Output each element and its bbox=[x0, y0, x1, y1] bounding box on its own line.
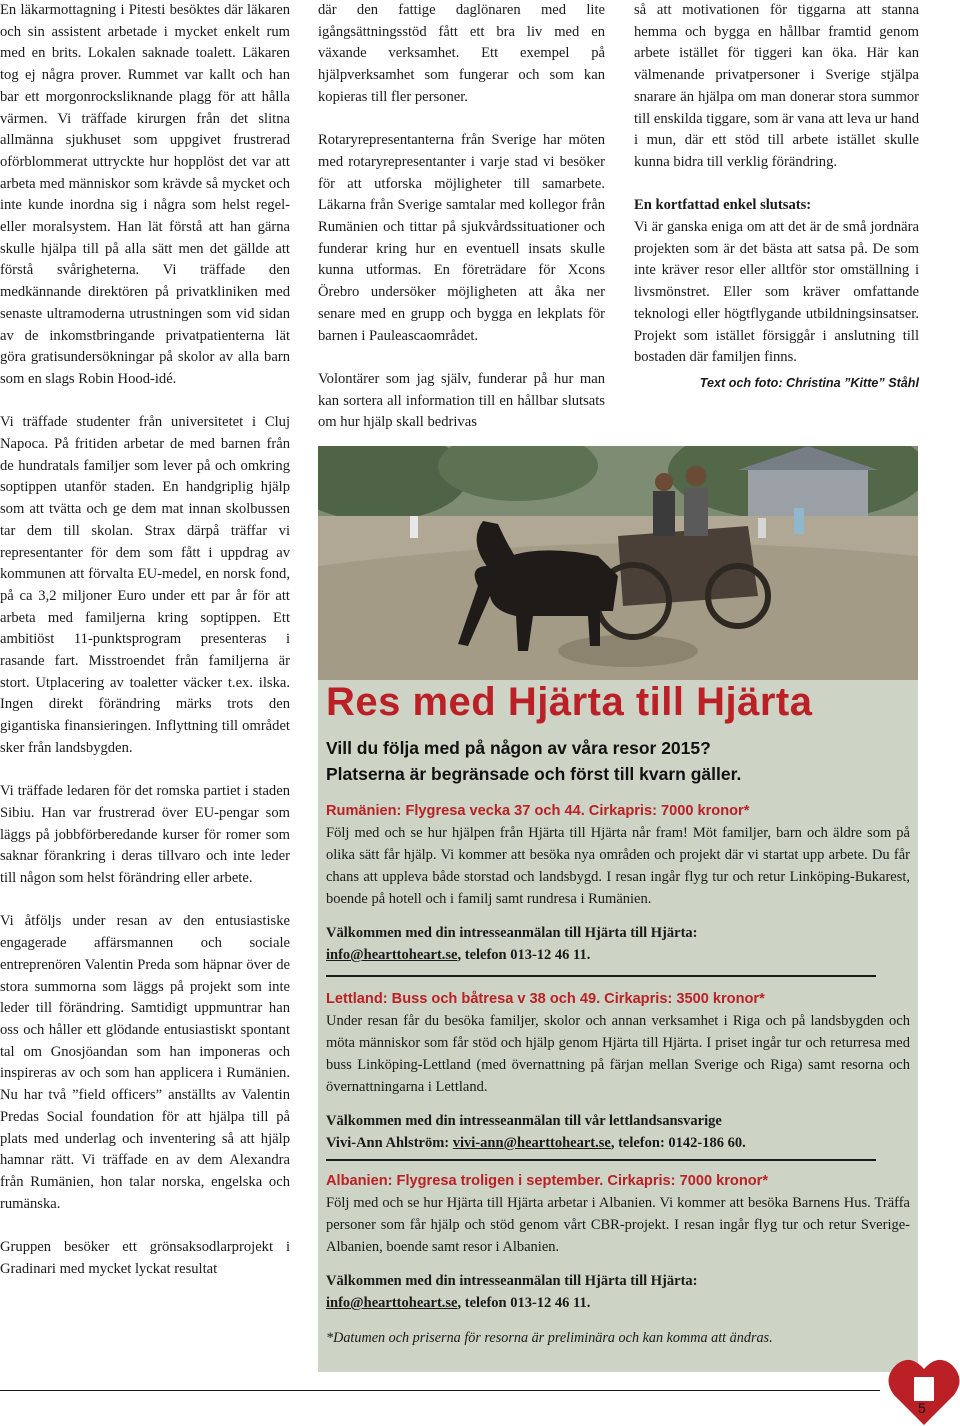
divider bbox=[326, 975, 876, 977]
trip-contact-line bbox=[326, 1295, 590, 1311]
paragraph: Gruppen besöker ett grönsaksodlarprojekt i Gradinari med mycket lyckat resultat bbox=[0, 1239, 290, 1277]
phone-text: , telefon 013-12 46 11. bbox=[457, 1295, 591, 1311]
paragraph: En läkarmottagning i Pitesti besöktes där läkaren och sin assistent arbetade i mycket enkelt rum med en brits. Lokalen saknade toalett. Läkaren tog ej några prover. Rummet var kallt och han bar ett morgonrocksliknande plagg för att hålla värmen. Vi träffade kirurgen från det slitna allmänna sjukhuset som uppgivet frustrerad oförblommerat uttryckte hur hopplöst det var att arbeta med människor som krävde så mycket och inte kunde inordna sig i några som helst regel- eller moralsystem. Han lät förstå att han gärna skulle hjälpa till på alla sätt men det gällde att förstå svårigheterna. Vi träffade den medkännande direktören på privatkliniken med senaste ultramoderna utrustningen som vid sidan av de inkomstbringande privatpatienterna lät göra gratisundersökningar på skolor av alla barn som en slags Robin Hood-idé. bbox=[0, 2, 290, 387]
trip-description: Följ med och se hur hjälpen från Hjärta till Hjärta når fram! Möt familjer, barn och äldre som på olika sätt får hjälp. Vi kommer att besöka nya områden och projekt där vi startat upp arbete. Du får chans att uppleva både storstad och landsbygd. I resan ingår flyg tur och retur Linköping-Bukarest, boende på hotell och i familj samt rundresa i Rumänien. bbox=[326, 825, 910, 907]
trip-contact-line bbox=[326, 947, 590, 963]
paragraph: Rotaryrepresentanterna från Sverige har möten med rotaryrepresentanter i varje stad vi besöker för att utforska möjligheter till samarbete. Läkarna från Sverige samtalar med kollegor från Rumänien och tittar på sjukvårdssituationer och funderar kring hur en eventuell insats skulle kunna utformas. En företrädare för Xcons Örebro undersöker möjligheten att åka ner senare med en grupp och bygga en lekplats för barnen i Pauleascaområdet. bbox=[318, 132, 605, 344]
divider bbox=[326, 1159, 876, 1161]
conclusion-heading: En kortfattad enkel slutsats: bbox=[634, 197, 812, 214]
trip-heading: Rumänien: Flygresa vecka 37 och 44. Cirkapris: 7000 kronor* bbox=[326, 803, 750, 819]
paragraph: Vi är ganska eniga om att det är de små jordnära projekten som är det bästa att satsa på. De som inte kräver resor eller alltför stor omställning i livsmönstret. Eller som kräver omfattande teknologi eller högtflygande utbildningsinsatser. Projekt som istället försiggår i anslutning till bostaden där familjen finns. bbox=[634, 219, 919, 366]
ad-title: Res med Hjärta till Hjärta bbox=[326, 680, 813, 724]
paragraph: Vi träffade ledaren för det romska partiet i staden Sibiu. Han var frustrerad över EU-pengar som läggs på jobbförberedande kurser för romer som saknar förankring i deras tillvaro och inte leder till någon som helst förändring eller arbete. bbox=[0, 783, 290, 887]
paragraph: så att motivationen för tiggarna att stanna hemma och bygga en hållbar framtid genom arbete istället för tiggeri kan öka. Här kan välmenande privatpersoner i Sverige stjälpa snarare än hjälpa om man donerar stora summor till enskilda tiggare, som är vana att leva ur hand i mun, där ett stöd till arbete istället skulle kunna bidra till verklig förändring. bbox=[634, 2, 919, 170]
trip-romania bbox=[326, 800, 910, 966]
email-link[interactable]: info@hearttoheart.se bbox=[326, 1295, 458, 1311]
trip-albania bbox=[326, 1170, 910, 1314]
paragraph: Vi träffade studenter från universitetet i Cluj Napoca. På fritiden arbetar de med barnen från de hundratals familjer som lever på och omkring soptippen utanför staden. En handgriplig hjälp som att tvätta och ge dem mat innan skolbussen tar dem till skolan. Strax därpå träffar vi representanter för dem som fått i uppdrag av kommunen att förvalta EU-medel, en norsk fond, på ca 3,2 miljoner Euro under ett par år för att arbeta med familjerna kring soptippen. Ett ambitiöst 11-punktsprogram presenteras i rasande fart. Misstroendet från familjerna är stort. Utplacering av toaletter väcker t.ex. ilska. Ingen direkt förändring märks trots den gigantiska finansieringen. Inflyttning till området sker från landsbygden. bbox=[0, 414, 290, 756]
trip-contact-line bbox=[326, 1135, 746, 1151]
trip-heading: Lettland: Buss och båtresa v 38 och 49. Cirkapris: 3500 kronor* bbox=[326, 991, 765, 1007]
trip-contact: Välkommen med din intresseanmälan till vår lettlandsansvarige bbox=[326, 1113, 722, 1129]
ad-footnote: *Datumen och priserna för resorna är preliminära och kan komma att ändras. bbox=[326, 1330, 773, 1346]
trip-contact: Välkommen med din intresseanmälan till Hjärta till Hjärta: bbox=[326, 1273, 698, 1289]
paragraph: där den fattige daglönaren med lite igångsättningsstöd fått ett bra liv med en växande verksamhet. Ett exempel på hjälpverksamhet som fungerar och som kan kopieras till fler personer. bbox=[318, 2, 605, 105]
paragraph: Vi åtföljs under resan av den entusiastiske engagerade affärsmannen och sociale entreprenören Valentin Preda som häpnar över de stora summorna som läggs på projekt som inte leder till förändring. Samtidigt uppmuntrar han oss och håller ett glödande entusiastiskt spontant tal om Gnosjöandan som han imponeras och inspireras av och som han applicera i Rumänien. Nu har två ”field officers” anställts av Valentin Predas Social foundation för att hjälpa till på plats med underlag och inventering så att hjälp hamnar rätt. Vi träffade en av dem Alexandra från Rumänien, hon talar norska, engelska och rumänska. bbox=[0, 913, 290, 1212]
trip-contact: Välkommen med din intresseanmälan till Hjärta till Hjärta: bbox=[326, 925, 698, 941]
trip-heading: Albanien: Flygresa troligen i september. Cirkapris: 7000 kronor* bbox=[326, 1173, 769, 1189]
page-number: 5 bbox=[918, 1400, 926, 1416]
article-column-3 bbox=[634, 0, 919, 395]
email-link[interactable]: vivi-ann@hearttoheart.se bbox=[452, 1135, 611, 1151]
ad-subtitle-1: Vill du följa med på någon av våra resor 2015? bbox=[326, 738, 711, 758]
article-column-2 bbox=[318, 0, 605, 456]
trip-description: Under resan får du besöka familjer, skolor och annan verksamhet i Riga och på landsbygden och möta människor som får stöd och hjälp genom Hjärta till Hjärta. I priset ingår tur och returresa med buss Linköping-Lettland (med övernattning på färjan mellan Sverige och Riga) samt resorna och övernattningarna i Lettland. bbox=[326, 1013, 910, 1095]
ad-subtitle-2: Platserna är begränsade och först till kvarn gäller. bbox=[326, 764, 742, 784]
article-column-1 bbox=[0, 0, 290, 1302]
trip-latvia bbox=[326, 988, 910, 1154]
phone-text: , telefon 013-12 46 11. bbox=[457, 947, 591, 963]
photo-credit: Text och foto: Christina ”Kitte” Ståhl bbox=[699, 375, 919, 390]
conclusion-block bbox=[634, 195, 919, 369]
travel-ad-box bbox=[318, 680, 918, 1372]
contact-name: Vivi-Ann Ahlström: bbox=[326, 1135, 453, 1151]
footer-rule bbox=[0, 1390, 880, 1391]
phone-text: , telefon: 0142-186 60. bbox=[610, 1135, 746, 1151]
trip-description: Följ med och se hur Hjärta till Hjärta arbetar i Albanien. Vi kommer att besöka Barnens Hus. Träffa personer som får hjälp och stöd genom vårt CBR-projekt. I resan ingår flyg tur och retur Sverige-Albanien, boende samt resor i Albanien. bbox=[326, 1195, 910, 1255]
paragraph: Volontärer som jag själv, funderar på hur man kan sortera all information till en hållbar slutsats om hur hjälp skall bedrivas bbox=[318, 370, 605, 431]
email-link[interactable]: info@hearttoheart.se bbox=[326, 947, 458, 963]
